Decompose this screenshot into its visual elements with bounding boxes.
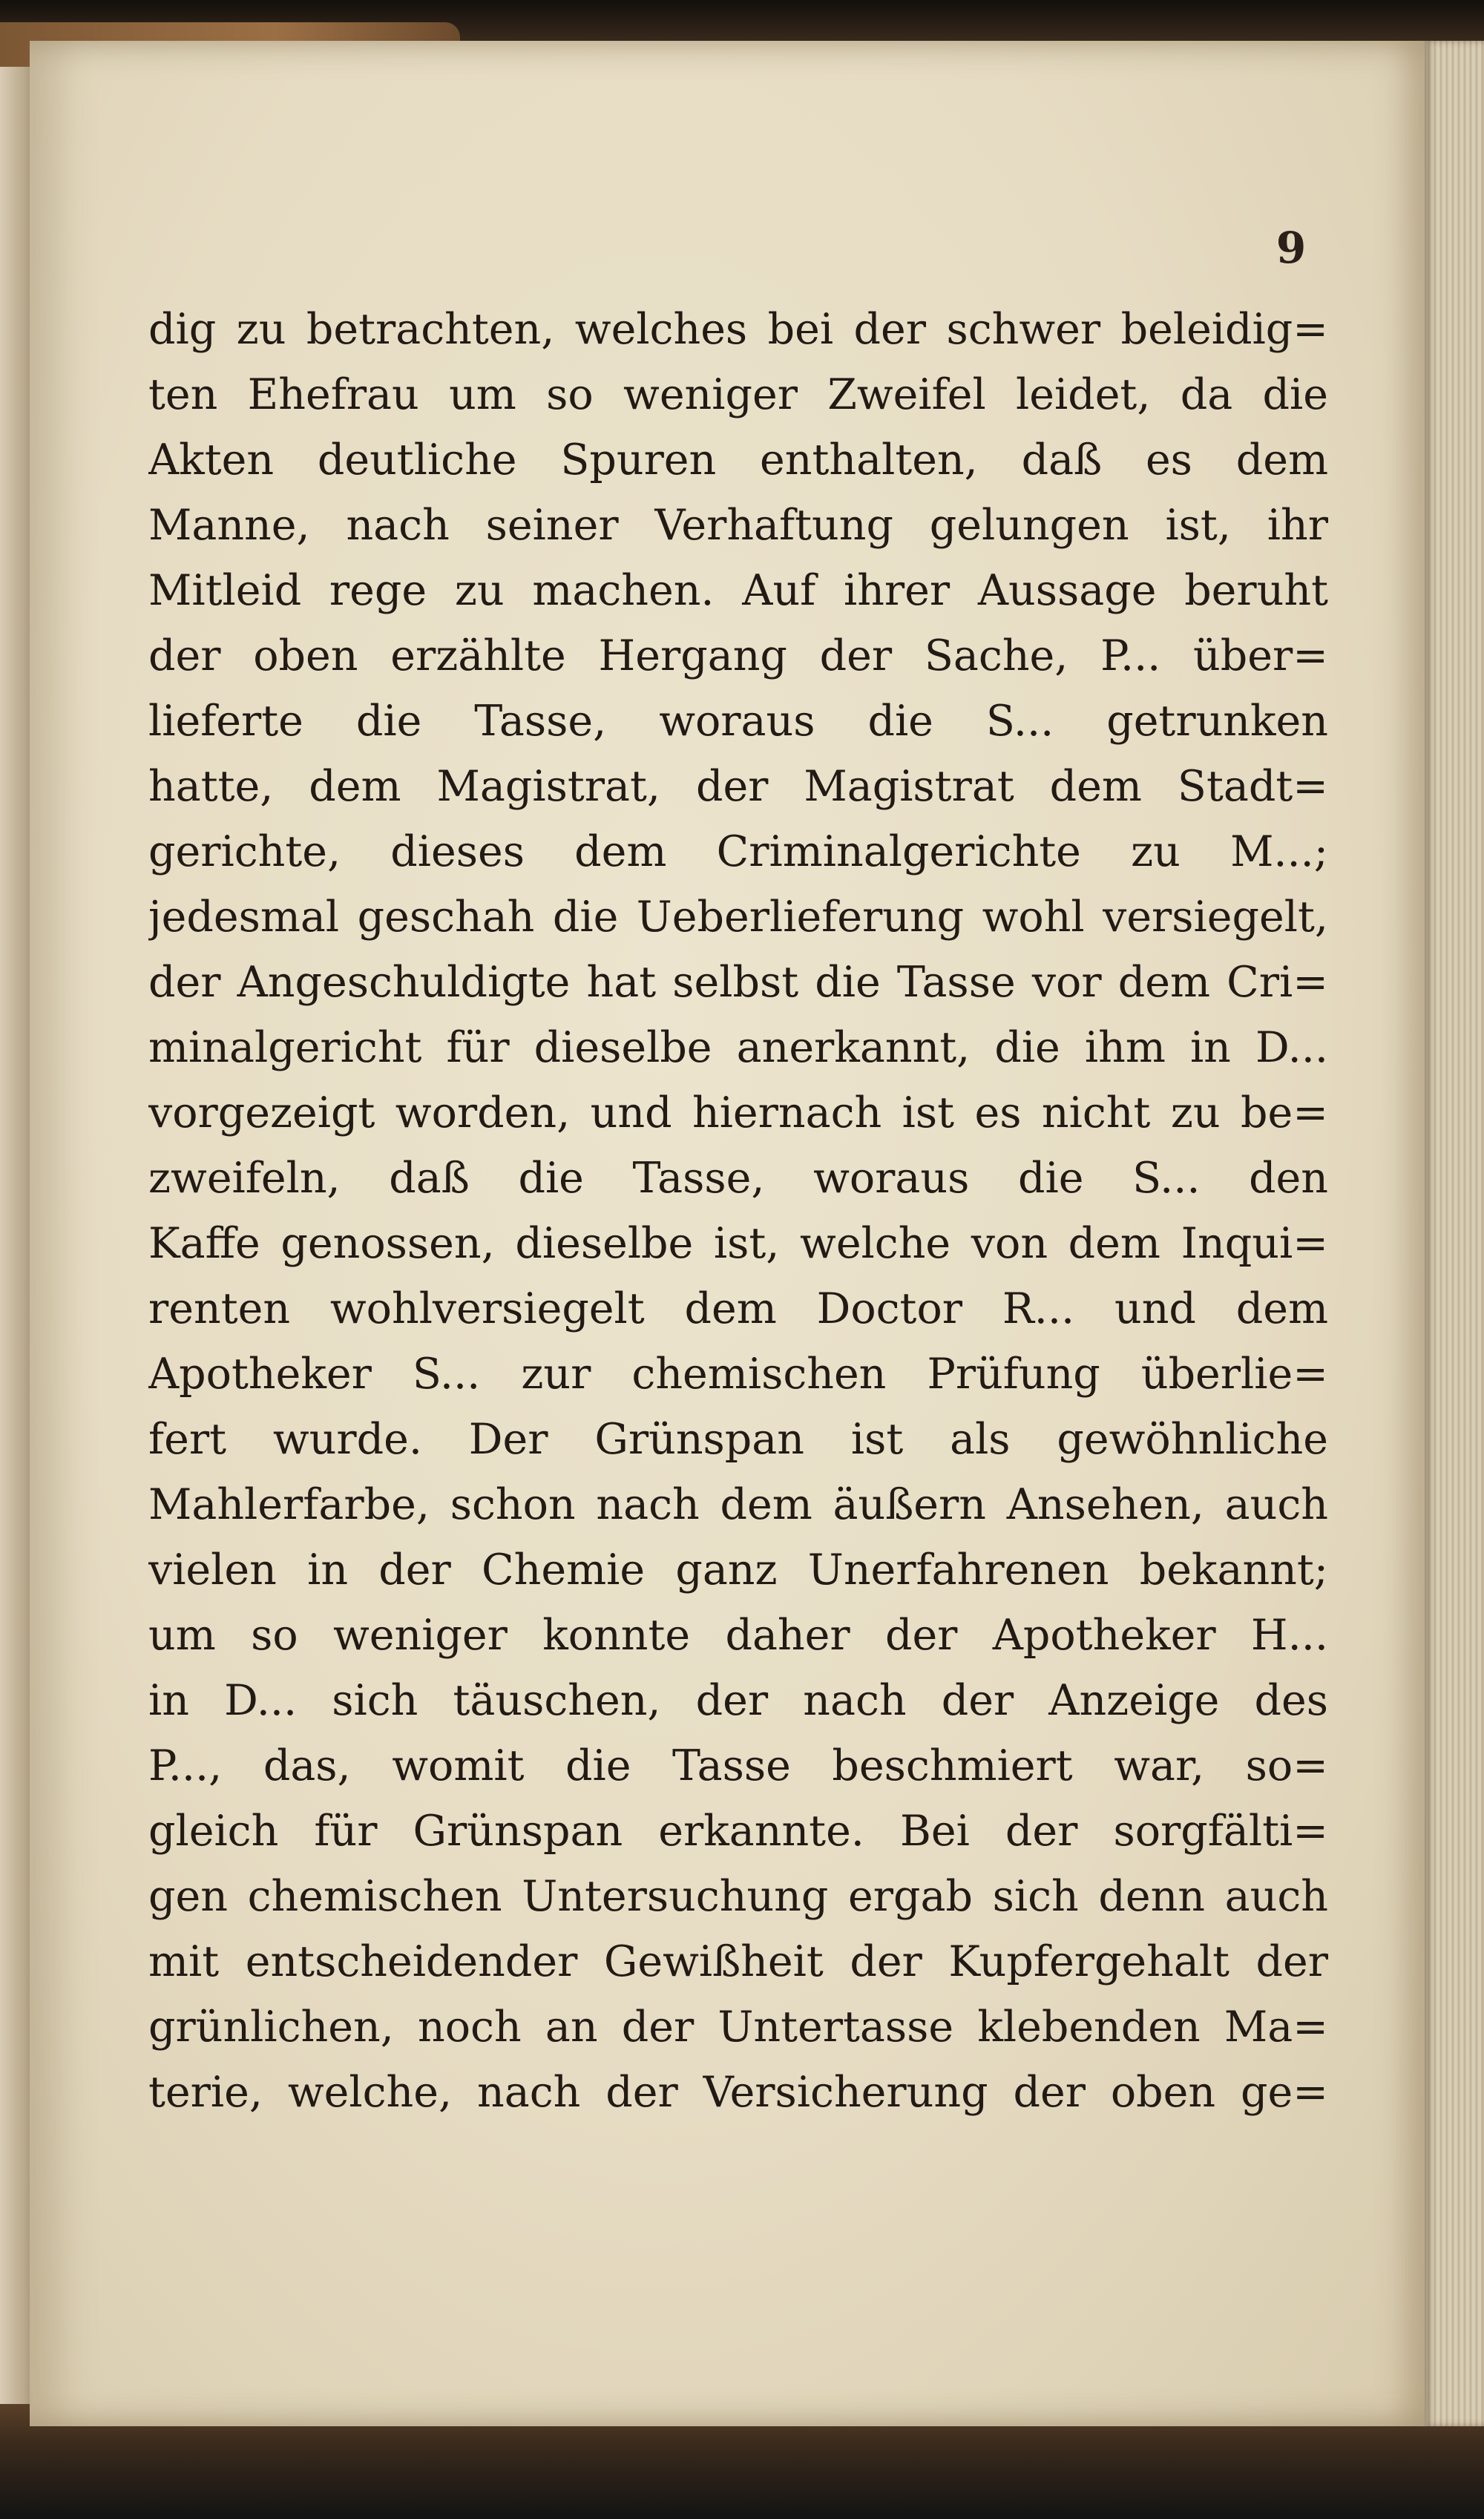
text-line: ten Ehefrau um so weniger Zweifel leidet, da die [148, 370, 1328, 419]
text-line: in D... sich täuschen, der nach der Anzeige des [148, 1676, 1328, 1725]
text-line: Kaffe genossen, dieselbe ist, welche von dem Inqui= [148, 1219, 1328, 1268]
text-line: lieferte die Tasse, woraus die S... getrunken [148, 697, 1328, 746]
page-number: 9 [1275, 223, 1307, 273]
text-line: gerichte, dieses dem Criminalgerichte zu M...; [148, 827, 1328, 876]
text-line: der Angeschuldigte hat selbst die Tasse vor dem Cri= [148, 958, 1328, 1007]
text-line: Apotheker S... zur chemischen Prüfung überlie= [148, 1350, 1328, 1399]
text-line: renten wohlversiegelt dem Doctor R... und dem [148, 1284, 1328, 1333]
text-line: gen chemischen Untersuchung ergab sich denn auch [148, 1872, 1328, 1921]
page-edges [1425, 41, 1484, 2426]
text-line: vielen in der Chemie ganz Unerfahrenen bekannt; [148, 1546, 1328, 1595]
text-line: vorgezeigt worden, und hiernach ist es nicht zu be= [148, 1088, 1328, 1137]
text-line: der oben erzählte Hergang der Sache, P... über= [148, 631, 1328, 680]
text-line: dig zu betrachten, welches bei der schwer beleidig= [148, 305, 1328, 354]
text-line: um so weniger konnte daher der Apotheker H... [148, 1611, 1328, 1660]
text-line: hatte, dem Magistrat, der Magistrat dem Stadt= [148, 762, 1328, 811]
text-line: zweifeln, daß die Tasse, woraus die S... den [148, 1154, 1328, 1203]
text-line: P..., das, womit die Tasse beschmiert war, so= [148, 1741, 1328, 1790]
text-line: grünlichen, noch an der Untertasse klebenden Ma= [148, 2003, 1328, 2052]
text-line: Akten deutliche Spuren enthalten, daß es dem [148, 436, 1328, 485]
text-line: gleich für Grünspan erkannte. Bei der sorgfälti= [148, 1807, 1328, 1856]
text-line: jedesmal geschah die Ueberlieferung wohl versiegelt, [148, 893, 1328, 942]
text-line: fert wurde. Der Grünspan ist als gewöhnliche [148, 1415, 1328, 1464]
text-line: mit entscheidender Gewißheit der Kupfergehalt der [148, 1937, 1328, 1986]
text-line: Mitleid rege zu machen. Auf ihrer Aussage beruht [148, 566, 1328, 615]
text-line: Mahlerfarbe, schon nach dem äußern Ansehen, auch [148, 1480, 1328, 1529]
text-line: terie, welche, nach der Versicherung der oben ge= [148, 2068, 1328, 2117]
text-line: minalgericht für dieselbe anerkannt, die ihm in D... [148, 1023, 1328, 1072]
text-line: Manne, nach seiner Verhaftung gelungen ist, ihr [148, 501, 1328, 550]
page-text [148, 297, 1328, 2125]
